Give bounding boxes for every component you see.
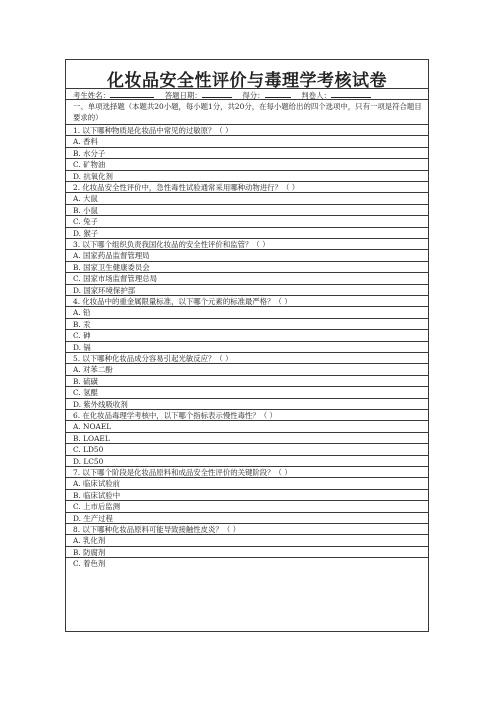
section-header — [66, 99, 428, 125]
score-label: 得分： — [242, 91, 265, 100]
question-text: 2. 化妆品安全性评价中，急性毒性试验通常采用哪种动物进行？（ ） — [73, 183, 300, 192]
option-row — [66, 420, 428, 431]
option-row — [66, 375, 428, 386]
option-text: A. 大鼠 — [73, 194, 98, 204]
option-row — [66, 341, 428, 352]
option-row — [66, 272, 428, 283]
option-text: D. LC50 — [73, 456, 104, 466]
option-row — [66, 192, 428, 203]
option-text: A. 对苯二酚 — [73, 365, 113, 375]
option-text: A. 乳化剂 — [73, 536, 106, 546]
option-row — [66, 158, 428, 169]
option-text: C. 兔子 — [73, 217, 98, 227]
grader-blank — [331, 90, 371, 98]
question-text: 6. 在化妆品毒理学考核中，以下哪个指标表示慢性毒性？（ ） — [73, 411, 277, 420]
option-text: B. 硫磺 — [73, 376, 98, 386]
option-row — [66, 512, 428, 523]
option-row — [66, 398, 428, 409]
option-row — [66, 557, 428, 568]
question-text: 8. 以下哪种化妆品原料可能导致接触性皮炎？（ ） — [73, 525, 240, 534]
option-text: A. 临床试验前 — [73, 479, 120, 489]
question-row — [66, 124, 428, 135]
option-text: C. LD50 — [73, 445, 104, 455]
question-text: 7. 以下哪个阶段是化妆品原料和成品安全性评价的关键阶段？（ ） — [73, 468, 292, 477]
candidate-info-row — [66, 88, 428, 99]
question-row — [66, 466, 428, 477]
option-text: C. 上市后监测 — [73, 502, 121, 512]
option-row — [66, 204, 428, 215]
option-text: A. 香料 — [73, 137, 98, 147]
option-text: D. 猴子 — [73, 228, 99, 238]
question-text: 3. 以下哪个组织负责我国化妆品的安全性评价和监管？（ ） — [73, 240, 270, 249]
option-text: A. 铅 — [73, 308, 91, 318]
option-row — [66, 227, 428, 238]
option-row — [66, 546, 428, 557]
option-text: B. 临床试验中 — [73, 490, 121, 500]
option-row — [66, 500, 428, 511]
name-label: 考生姓名： — [73, 91, 110, 100]
option-row — [66, 318, 428, 329]
option-row — [66, 363, 428, 374]
option-row — [66, 386, 428, 397]
option-row — [66, 135, 428, 146]
option-row — [66, 329, 428, 340]
question-row — [66, 409, 428, 420]
option-text: C. 砷 — [73, 331, 91, 341]
option-row — [66, 249, 428, 260]
option-text: C. 矿物油 — [73, 160, 106, 170]
question-text: 4. 化妆品中的重金属限量标准，以下哪个元素的标准最严格？（ ） — [73, 297, 292, 306]
date-blank — [202, 90, 232, 98]
option-row — [66, 261, 428, 272]
grader-label: 判卷人： — [301, 91, 331, 100]
option-text: C. 国家市场监督管理总局 — [73, 274, 157, 284]
option-row — [66, 170, 428, 181]
question-row — [66, 523, 428, 534]
option-row — [66, 284, 428, 295]
option-text: B. 水分子 — [73, 148, 106, 158]
option-text: B. 汞 — [73, 319, 91, 329]
option-row — [66, 215, 428, 226]
name-blank — [110, 90, 154, 98]
question-row — [66, 352, 428, 363]
question-row — [66, 238, 428, 249]
option-text: B. 防腐剂 — [73, 547, 106, 557]
option-text: C. 氢醌 — [73, 388, 98, 398]
option-row — [66, 534, 428, 545]
option-text: D. 抗氧化剂 — [73, 171, 113, 181]
option-row — [66, 455, 428, 466]
option-row — [66, 489, 428, 500]
score-blank — [265, 90, 291, 98]
exam-paper — [65, 59, 429, 632]
option-text: B. LOAEL — [73, 433, 110, 443]
option-text: C. 着色剂 — [73, 559, 106, 569]
option-row — [66, 306, 428, 317]
option-text: D. 镉 — [73, 342, 91, 352]
question-row — [66, 181, 428, 192]
option-text: D. 生产过程 — [73, 513, 113, 523]
option-row — [66, 432, 428, 443]
section-intro: 一、单项选择题（本题共20小题，每小题1分，共20分，在每小题给出的四个选项中，只有一项是符合题目要求的） — [73, 102, 422, 122]
question-text: 5. 以下哪种化妆品成分容易引起光敏反应？（ ） — [73, 354, 233, 363]
option-text: D. 紫外线吸收剂 — [73, 399, 128, 409]
option-row — [66, 147, 428, 158]
option-row — [66, 443, 428, 454]
option-text: D. 国家环境保护部 — [73, 285, 136, 295]
date-label: 答题日期： — [164, 91, 202, 100]
page-title: 化妆品安全性评价与毒理学考核试卷 — [107, 71, 387, 91]
question-text: 1. 以下哪种物质是化妆品中常见的过敏原？（ ） — [73, 126, 233, 135]
option-text: B. 小鼠 — [73, 205, 98, 215]
option-text: A. 国家药品监督管理局 — [73, 251, 150, 261]
option-text: B. 国家卫生健康委员会 — [73, 262, 150, 272]
option-row — [66, 477, 428, 488]
option-text: A. NOAEL — [73, 422, 112, 432]
question-row — [66, 295, 428, 306]
